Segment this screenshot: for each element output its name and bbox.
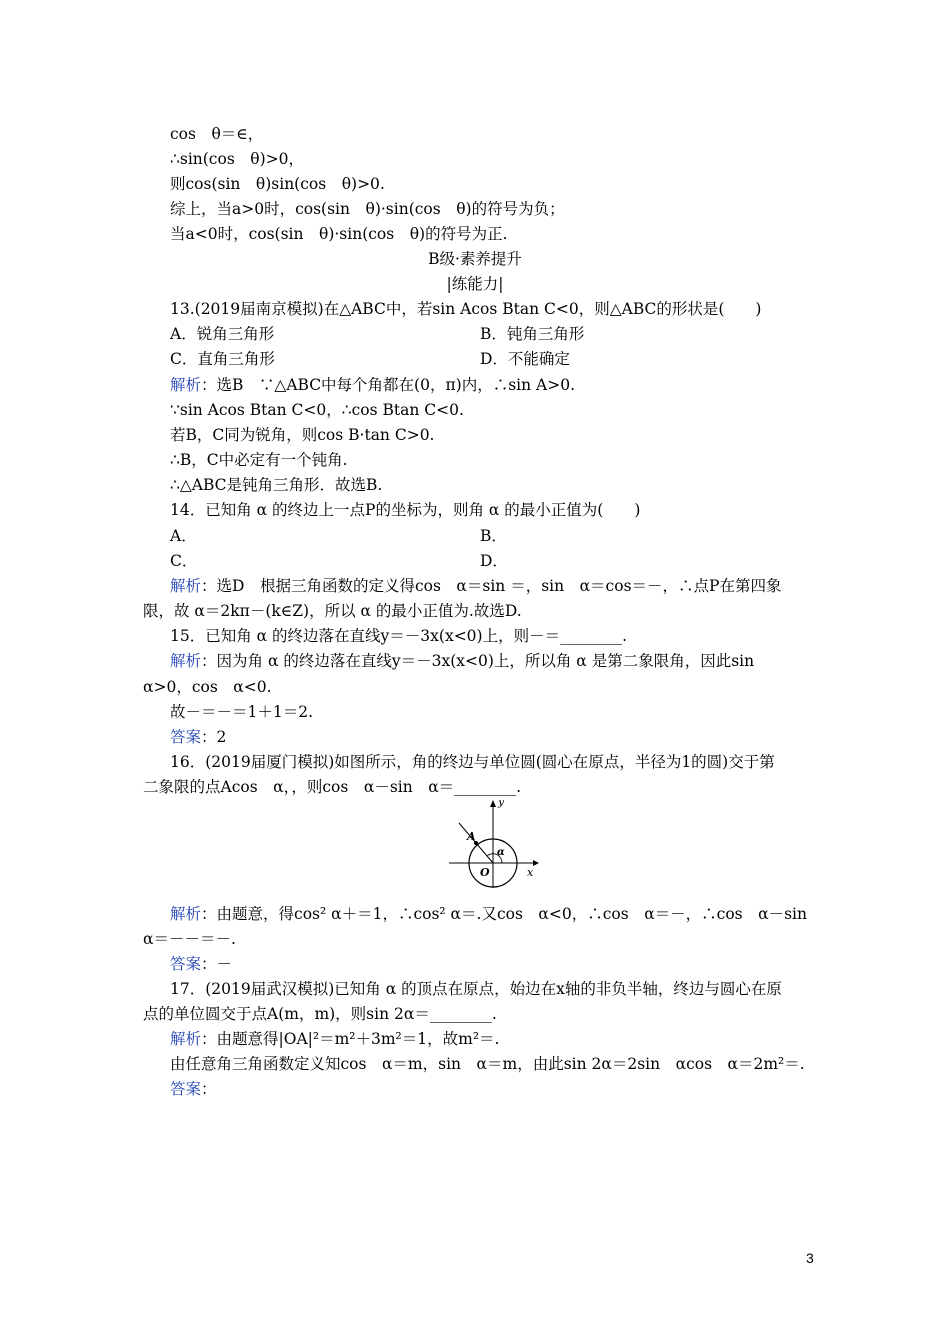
question-14-stem: 14．已知角 α 的终边上一点P的坐标为，则角 α 的最小正值为( ) [170, 501, 641, 519]
figure-label-alpha: α [497, 847, 505, 858]
answer-text: ：－ [201, 955, 233, 973]
question-13-stem: 13.(2019届南京模拟)在△ABC中，若sin Acos Btan C<0，则△ABC的形状是( ) [170, 300, 762, 318]
question-16-stem: 16．(2019届厦门模拟)如图所示，角的终边与单位圆(圆心在原点，半径为1的圆)交于第 [170, 753, 775, 771]
section-subheading: |练能力| [446, 275, 504, 293]
solution-line [170, 904, 807, 924]
solution-line: α＝－－＝－. [143, 930, 236, 948]
section-heading: B级·素养提升 [428, 250, 522, 268]
solution-line [170, 651, 754, 671]
solution-line: 故－＝－＝1＋1＝2. [170, 703, 314, 721]
solution-line [170, 1029, 499, 1049]
solution-line: 由任意角三角函数定义知cos α＝m，sin α＝m，由此sin 2α＝2sin αcos α＝2m²＝. [170, 1055, 805, 1073]
text-line: 综上，当a>0时，cos(sin θ)·sin(cos θ)的符号为负； [170, 200, 565, 218]
text-line: 则cos(sin θ)sin(cos θ)>0. [170, 175, 385, 193]
answer-line [170, 1079, 217, 1099]
answer-line [170, 954, 232, 974]
text-line: ∴sin(cos θ)>0， [170, 150, 304, 168]
solution-label: 解析 [170, 905, 202, 923]
figure-label-point-a: A [467, 830, 476, 843]
option-d: D．不能确定 [480, 350, 570, 368]
solution-label: 解析 [170, 577, 202, 595]
question-16-stem: 二象限的点Acos α，，则cos α－sin α＝________. [143, 778, 522, 796]
option-d: D． [480, 552, 508, 570]
unit-circle-figure [445, 800, 545, 894]
option-c: C．直角三角形 [170, 350, 275, 368]
question-17-stem: 17．(2019届武汉模拟)已知角 α 的顶点在原点，始边在x轴的非负半轴，终边与圆心在原 [170, 980, 782, 998]
solution-text: ：因为角 α 的终边落在直线y＝－3x(x<0)上，所以角 α 是第二象限角，因此sin [201, 652, 755, 670]
solution-line [170, 375, 575, 395]
figure-label-y: y [498, 800, 505, 808]
answer-text: ：2 [201, 728, 227, 746]
solution-text: ：选D 根据三角函数的定义得cos α＝sin ＝，sin α＝cos＝－，∴点P在第四象 [201, 577, 782, 595]
answer-line [170, 727, 226, 747]
solution-text: ：选B ∵△ABC中每个角都在(0，π)内，∴sin A>0. [201, 376, 575, 394]
option-b: B． [480, 527, 507, 545]
answer-label: 答案 [170, 955, 202, 973]
answer-label: 答案 [170, 1080, 202, 1098]
solution-line: α>0，cos α<0. [143, 678, 272, 696]
solution-line [170, 576, 781, 596]
answer-label: 答案 [170, 728, 202, 746]
page-number: 3 [806, 1250, 814, 1266]
figure-label-origin: O [480, 866, 490, 879]
question-17-stem: 点的单位圆交于点A(m，m)，则sin 2α＝________. [143, 1005, 497, 1023]
solution-label: 解析 [170, 376, 202, 394]
solution-text: ：由题意，得cos² α＋＝1，∴cos² α＝.又cos α<0，∴cos α＝－，∴cos α－sin [201, 905, 808, 923]
solution-label: 解析 [170, 652, 202, 670]
solution-text: ：由题意得|OA|²＝m²＋3m²＝1，故m²＝. [201, 1030, 500, 1048]
option-b: B．钝角三角形 [480, 325, 585, 343]
solution-line: ∵sin Acos Btan C<0，∴cos Btan C<0. [170, 401, 464, 419]
solution-line: ∴B，C中必定有一个钝角. [170, 451, 348, 469]
figure-label-x: x [527, 866, 534, 879]
solution-line: 若B，C同为锐角，则cos B·tan C>0. [170, 426, 435, 444]
solution-line: ∴△ABC是钝角三角形．故选B. [170, 476, 383, 494]
option-c: C． [170, 552, 198, 570]
answer-text: ： [201, 1080, 217, 1098]
text-line: 当a<0时，cos(sin θ)·sin(cos θ)的符号为正. [170, 225, 508, 243]
solution-label: 解析 [170, 1030, 202, 1048]
solution-line: 限，故 α＝2kπ－(k∈Z)，所以 α 的最小正值为.故选D. [143, 602, 522, 620]
option-a: A． [170, 527, 197, 545]
question-15-stem: 15．已知角 α 的终边落在直线y＝－3x(x<0)上，则－＝________. [170, 627, 628, 645]
text-line: cos θ＝∈， [170, 125, 264, 143]
option-a: A．锐角三角形 [170, 325, 275, 343]
